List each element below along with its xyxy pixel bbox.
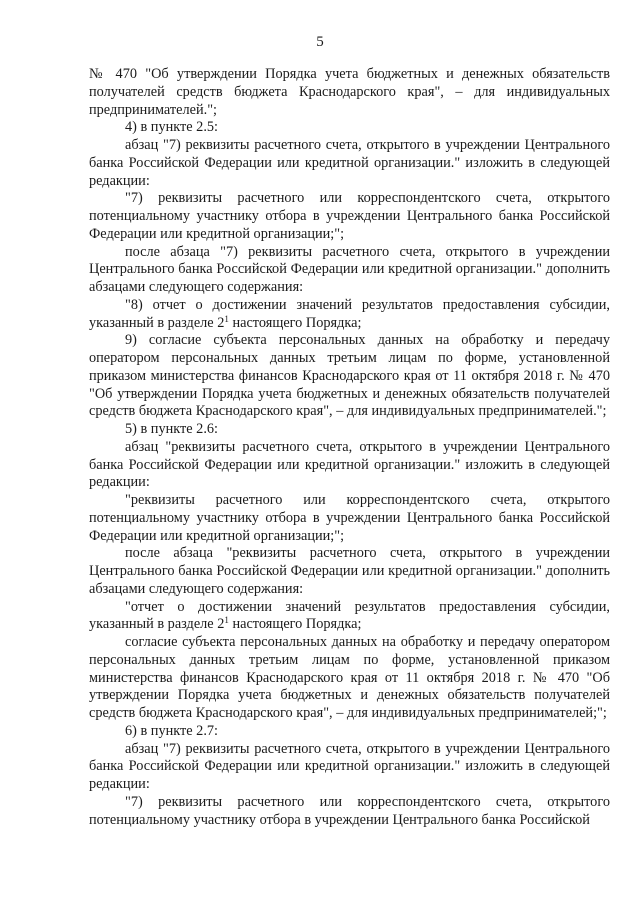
section-superscript: 1 [224,615,229,626]
paragraph-text: № 470 "Об утверждении Порядка учета бюджетных и денежных обязательств получателей средств бюджета Краснодарского края", – для индивидуальных предпринимателей."; [89,66,610,118]
paragraph [89,244,610,297]
paragraph-text: абзац "7) реквизиты расчетного счета, открытого в учреждении Центрального банка Российской Федерации или кредитной организации." изложить в следующей редакции: [89,740,610,792]
paragraph-text-tail: настоящего Порядка; [228,314,362,331]
paragraph-text: после абзаца "7) реквизиты расчетного счета, открытого в учреждении Центрального банка Российской Федерации или кредитной организации." дополнить абзацами следующего содержания: [89,243,610,295]
paragraph [89,332,610,421]
paragraph [89,190,610,243]
paragraph [89,545,610,598]
paragraph-text: 6) в пункте 2.7: [125,722,219,739]
paragraph-text: абзац "7) реквизиты расчетного счета, открытого в учреждении Центрального банка Российской Федерации или кредитной организации." изложить в следующей редакции: [89,137,610,189]
paragraph-text: "7) реквизиты расчетного или корреспондентского счета, открытого потенциальному участнику отбора в учреждении Центрального банка Российской [89,793,610,828]
paragraph-text: "7) реквизиты расчетного или корреспондентского счета, открытого потенциальному участнику отбора в учреждении Центрального банка Российской Федерации или кредитной организации;"; [89,190,610,242]
paragraph [89,741,610,794]
paragraph [89,492,610,545]
paragraph-text: 5) в пункте 2.6: [125,421,219,437]
paragraph [89,599,610,635]
paragraph-text: "реквизиты расчетного или корреспондентского счета, открытого потенциальному участнику отбора в учреждении Центрального банка Российской Федерации или кредитной организации;"; [89,492,610,544]
paragraph-text-tail: настоящего Порядка; [228,616,362,633]
paragraph-text: "8) отчет о достижении значений результатов предоставления субсидии, указанный в разделе 2 [89,296,610,331]
paragraph-text: "отчет о достижении значений результатов предоставления субсидии, указанный в разделе 2 [89,598,610,633]
paragraph-text: 9) согласие субъекта персональных данных на обработку и передачу оператором персональных данных третьим лицам по форме, установленной приказом министерства финансов Краснодарского края от 11 октября 2018 г. № 470 "Об утверждении Порядка учета бюджетных и денежных обязательств получателей средств бюджета Краснодарского края", – для индивидуальных предпринимателей."; [89,332,610,420]
paragraph-text: абзац "реквизиты расчетного счета, открытого в учреждении Центрального банка Российской Федерации или кредитной организации." изложить в следующей редакции: [89,438,610,491]
paragraph [89,634,610,723]
paragraph-text: 4) в пункте 2.5: [125,119,219,136]
paragraph [89,794,610,830]
paragraph-item-6-heading [89,723,610,741]
paragraph-item-4-heading [89,119,610,137]
paragraph-continuation [89,66,610,119]
paragraph [89,137,610,190]
page-number: 5 [316,34,324,50]
section-superscript: 1 [224,313,229,324]
paragraph-text: согласие субъекта персональных данных на обработку и передачу оператором персональных данных третьим лицам по форме, установленной приказом министерства финансов Краснодарского края от 11 октября 2018 г. № 470 "Об утверждении Порядка учета бюджетных и денежных обязательств получателей средств бюджета Краснодарского края", – для индивидуальных предпринимателей;"; [89,634,610,721]
paragraph [89,439,610,492]
paragraph-item-5-heading [89,421,610,439]
document-body [89,66,610,829]
paragraph [89,297,610,333]
paragraph-text: после абзаца "реквизиты расчетного счета, открытого в учреждении Центрального банка Российской Федерации или кредитной организации." дополнить абзацами следующего содержания: [89,545,610,597]
